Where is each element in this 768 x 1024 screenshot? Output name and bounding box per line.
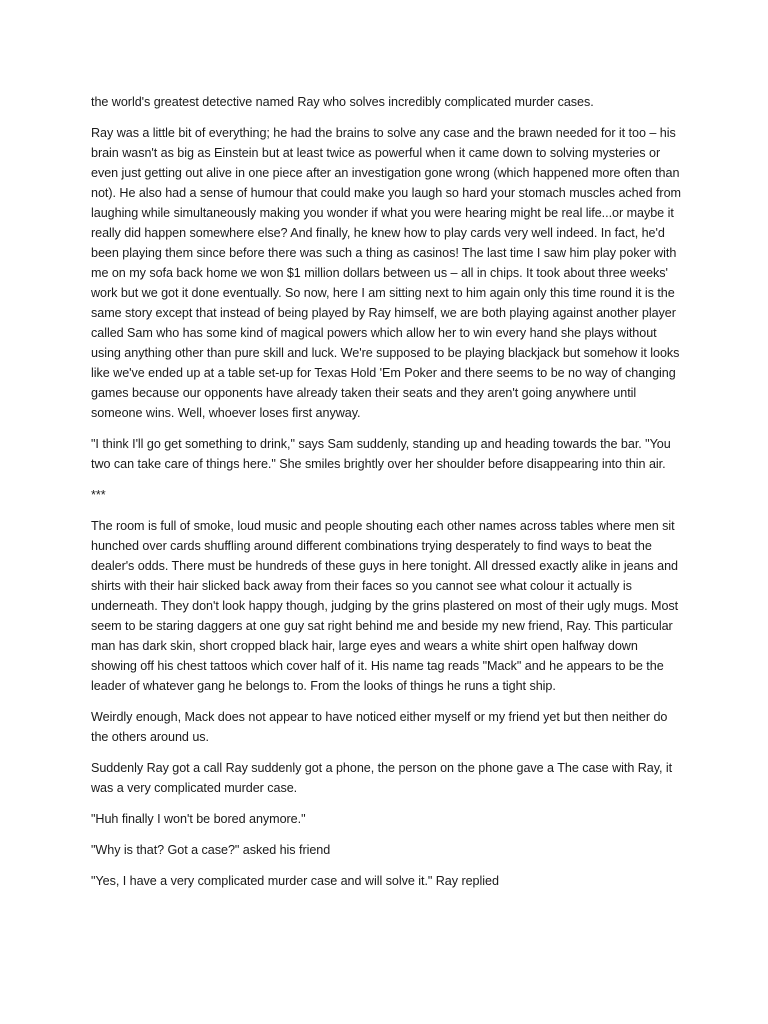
paragraph-intro: the world's greatest detective named Ray who solves incredibly complicated murder cases.	[91, 95, 594, 109]
dialogue-line-1: "Huh finally I won't be bored anymore."	[91, 812, 306, 826]
dialogue-line-2: "Why is that? Got a case?" asked his friend	[91, 843, 331, 857]
document-page	[91, 92, 681, 902]
section-separator: ***	[91, 488, 106, 502]
paragraph-room-description: The room is full of smoke, loud music and people shouting each other names across tables where men sit hunched over cards shuffling around different combinations trying desperately to find ways to beat the dealer's odds. There must be hundreds of these guys in here tonight. All dressed exactly alike in jeans and shirts with their hair slicked back away from their faces so you cannot see what colour it actually is underneath. They don't look happy though, judging by the grins plastered on most of their ugly mugs. Most seem to be staring daggers at one guy sat right behind me and beside my new friend, Ray. This particular man has dark skin, short cropped black hair, large eyes and wears a white shirt open halfway down showing off his chest tattoos which cover half of it. His name tag reads "Mack" and he appears to be the leader of whatever gang he belongs to. From the looks of things he runs a tight ship.	[91, 519, 679, 693]
dialogue-line-3: "Yes, I have a very complicated murder case and will solve it." Ray replied	[91, 874, 499, 888]
paragraph-phone-call: Suddenly Ray got a call Ray suddenly got a phone, the person on the phone gave a The case with Ray, it was a very complicated murder case.	[91, 761, 673, 795]
paragraph-ray-description: Ray was a little bit of everything; he had the brains to solve any case and the brawn needed for it too – his brain wasn't as big as Einstein but at least twice as powerful when it came down to solving mysteries or even just getting out alive in one piece after an investigation gone wrong (which happened more often than not). He also had a sense of humour that could make you laugh so hard your stomach muscles ached from laughing while simultaneously making you wonder if what you were hearing might be real life...or maybe it really did happen somewhere else? And finally, he knew how to play cards very well indeed. In fact, he'd been playing them since before there was such a thing as casinos! The last time I saw him play poker with me on my sofa back home we won $1 million dollars between us – all in chips. It took about three weeks' work but we got it done eventually. So now, here I am sitting next to him again only this time round it is the same story except that instead of being played by Ray himself, we are both playing against another player called Sam who has some kind of magical powers which allow her to win every hand she plays without using anything other than pure skill and luck. We're supposed to be playing blackjack but somehow it looks like we've ended up at a table set-up for Texas Hold 'Em Poker and there seems to be no way of changing games because our opponents have already taken their seats and they aren't going anywhere until someone wins. Well, whoever loses first anyway.	[91, 126, 681, 420]
paragraph-mack-unnoticed: Weirdly enough, Mack does not appear to have noticed either myself or my friend yet but then neither do the others around us.	[91, 710, 668, 744]
paragraph-sam-leaves: "I think I'll go get something to drink," says Sam suddenly, standing up and heading towards the bar. "You two can take care of things here." She smiles brightly over her shoulder before disappearing into thin air.	[91, 437, 671, 471]
